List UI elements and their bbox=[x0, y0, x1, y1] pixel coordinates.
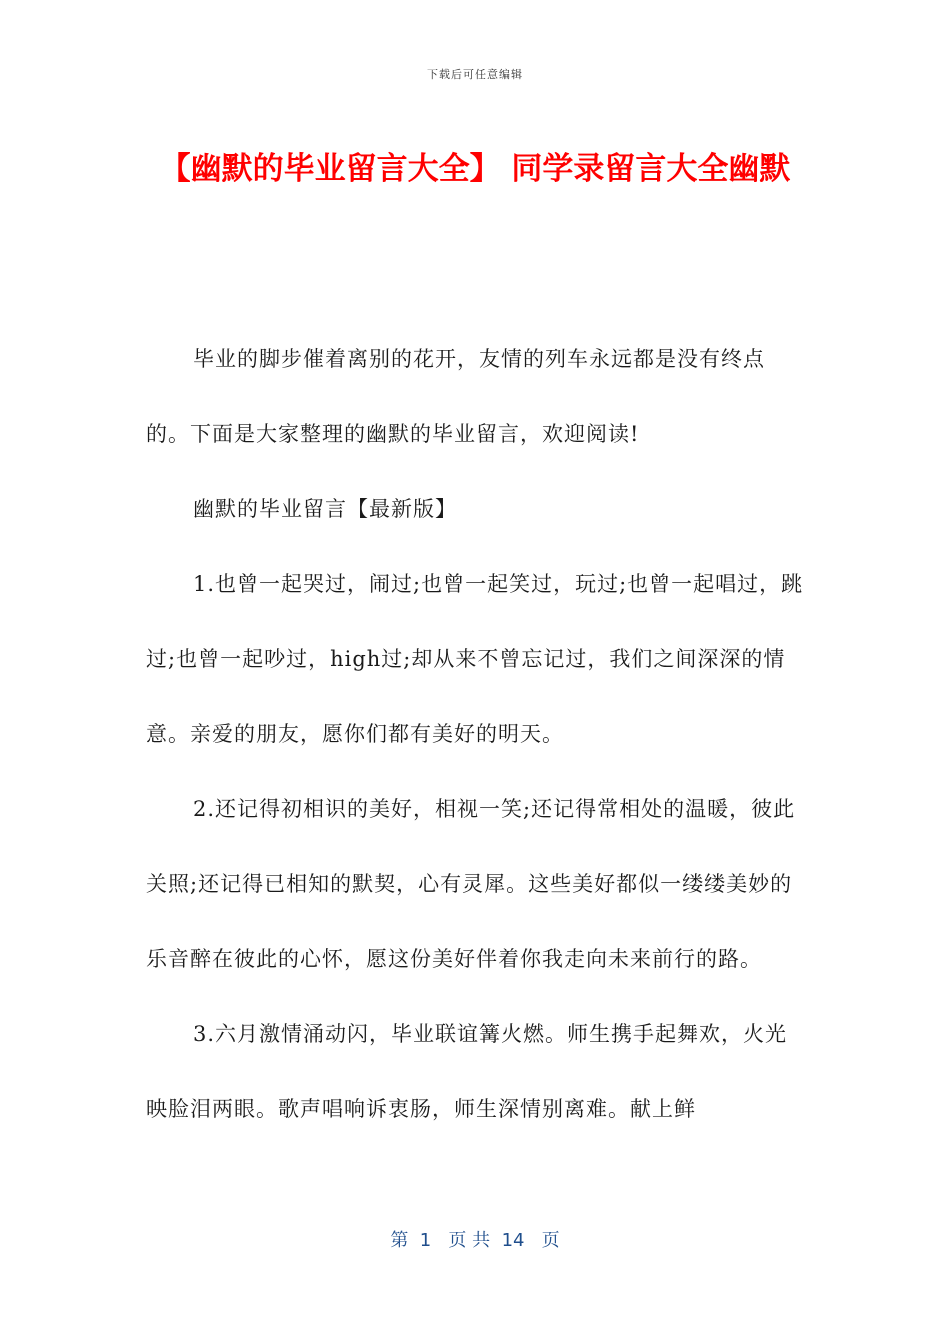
message-3-paragraph: 3.六月激情涌动闪，毕业联谊篝火燃。师生携手起舞欢，火光映脸泪两眼。歌声唱响诉衷肠，师生深情别离难。献上鲜 bbox=[146, 1022, 788, 1121]
intro-paragraph: 毕业的脚步催着离别的花开，友情的列车永远都是没有终点的。下面是大家整理的幽默的毕业留言，欢迎阅读! bbox=[146, 347, 765, 446]
document-title: 【幽默的毕业留言大全】 同学录留言大全幽默 bbox=[159, 151, 791, 187]
page-footer: 第 1 页 共 14 页 bbox=[390, 1230, 560, 1251]
message-2-paragraph: 2.还记得初相识的美好，相视一笑;还记得常相处的温暖，彼此关照;还记得已相知的默契，心有灵犀。这些美好都似一缕缕美妙的乐音醉在彼此的心怀，愿这份美好伴着你我走向未来前行的路。 bbox=[146, 797, 796, 971]
section-heading: 幽默的毕业留言【最新版】 bbox=[193, 497, 457, 521]
document-body bbox=[146, 322, 806, 1147]
message-1-paragraph: 1.也曾一起哭过，闹过;也曾一起笑过，玩过;也曾一起唱过，跳过;也曾一起吵过，high过;却从来不曾忘记过，我们之间深深的情意。亲爱的朋友，愿你们都有美好的明天。 bbox=[146, 572, 804, 746]
header-note: 下载后可任意编辑 bbox=[427, 68, 523, 81]
